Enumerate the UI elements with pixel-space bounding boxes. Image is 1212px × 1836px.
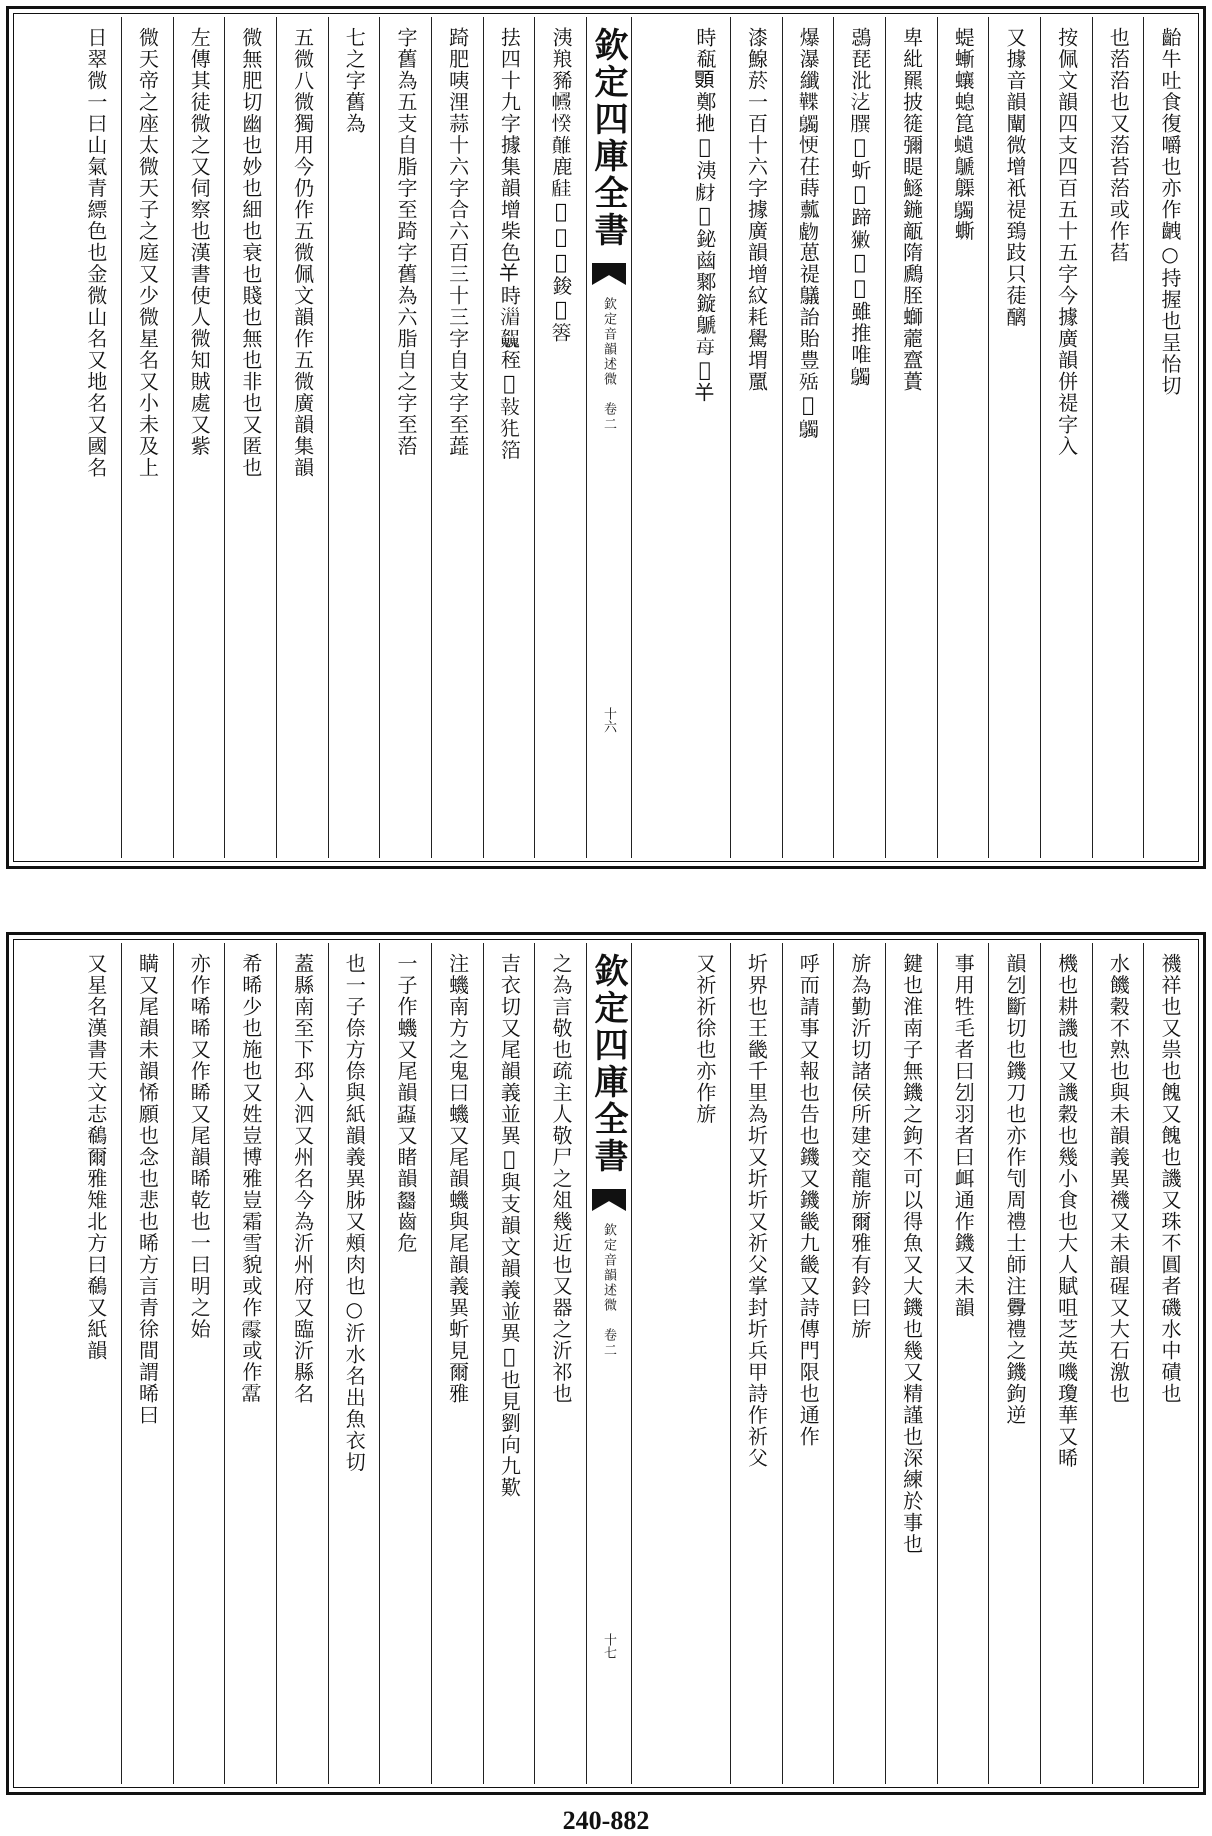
text-column: 一子作蟣又尾韻𧑖又睹韻𪙗齒危 — [379, 943, 431, 1784]
text-column: 微天帝之座太微天子之庭又少微星名又小未及上 — [121, 17, 173, 858]
text-column: 也菭菭也又菭苔菭或作萏 — [1092, 17, 1144, 858]
text-column: 卑紕羆披簁彌睼鱁鍦甋隋鷉胵螄蘎齍蕢 — [885, 17, 937, 858]
text-column: 又祈祈徐也亦作旂 — [692, 953, 717, 1125]
text-column: 抾四十九字據集韻增柴色𢆉時𣽪𩴿秷𦮠𢽞𤜨箔 — [483, 17, 535, 858]
text-column: 日翠微一曰山氣青縹色也金微山名又地名又國名 — [83, 27, 108, 479]
text-column: 又星名漢書天文志鵗爾雅雉北方曰鵗又紙韻 — [83, 953, 108, 1362]
text-column: 蝭螹蠰螅箟𧔥鷈𪆫𪇆蟖 — [937, 17, 989, 858]
text-column: 也一子倷方倷與紙韻義異胏又頰肉也○沂水名出魚衣切 — [328, 943, 380, 1784]
text-column: 水饑穀不熟也與未韻義異禨又未韻䃏又大石激也 — [1092, 943, 1144, 1784]
text-column: 蓋縣南至下邳入泗又州名今為沂州府又臨沂縣名 — [276, 943, 328, 1784]
text-column: 韻刉斷切也鐖刀也亦作刏周禮士師注釁禮之鐖鉤逆 — [988, 943, 1040, 1784]
upper-right-half — [626, 17, 1195, 858]
fishtail-mark — [592, 1189, 626, 1211]
volume-title: 欽定音韻述微 卷二 — [601, 1223, 616, 1358]
text-column: 之為言敬也疏主人敬尸之俎幾近也又器之沂祁也 — [534, 943, 586, 1784]
series-title: 欽定四庫全書 — [588, 27, 628, 249]
text-column: 呼而請事又報也告也鐖又鐖畿九畿又詩傳門限也通作 — [782, 943, 834, 1784]
text-column: 亦作唏晞又作睎又尾韻晞乾也一曰明之始 — [173, 943, 225, 1784]
leaf-number: 十七 — [601, 1633, 616, 1659]
text-column: 按佩文韻四支四百五十五字今據廣韻併禔字入 — [1040, 17, 1092, 858]
text-column: 旂為勤沂切諸侯所建交龍旂爾雅有鈴曰旂 — [833, 943, 885, 1784]
text-column: 注蟣南方之鬼曰蟣又尾韻蟣與尾韻義異蚚見爾雅 — [431, 943, 483, 1784]
text-column: 微無肥切幽也妙也細也衰也賤也無也非也又匿也 — [224, 17, 276, 858]
text-column: 吉衣切又尾韻義並異𩋶與支韻文韻義並異𩋶也見劉向九歎 — [483, 943, 535, 1784]
leaf-number: 十六 — [601, 707, 616, 733]
lower-right-half — [626, 943, 1195, 1784]
text-column: 漆鰁菸一百十六字據廣韻增紋耗䮸㙕𩗏 — [730, 17, 782, 858]
text-column: 又據音韻闡微增衹禔鵄跂只蓗醨 — [988, 17, 1040, 858]
text-column: 希晞少也施也又姓豈博雅豈霜雪貌或作𩅥或作𩅟 — [224, 943, 276, 1784]
fishtail-mark — [592, 263, 626, 285]
volume-title: 欽定音韻述微 卷二 — [601, 297, 616, 432]
lower-center-margin — [586, 943, 632, 1784]
text-column: 𥈞又尾韻未韻悕願也念也悲也晞方言青徐間謂晞曰 — [121, 943, 173, 1784]
upper-page — [6, 6, 1206, 869]
text-column: 圻界也王畿千里為圻又圻圻又祈父掌封圻兵甲詩作祈父 — [730, 943, 782, 1784]
text-column: 時瓻𩓔鄭𢫌𩸱洟𧆯𢏑鉍𦱳鄹鏇鷈𣫭𧠌𢆉 — [692, 27, 717, 405]
text-column: 左傳其徒微之又伺察也漢書使人微知賊處又紫 — [173, 17, 225, 858]
page-footer-number: 240-882 — [562, 1806, 650, 1835]
text-column: 踦肥咦浬蒜十六字合六百三十三字自支字至蕋 — [431, 17, 483, 858]
lower-left-half — [17, 943, 586, 1784]
series-title: 欽定四庫全書 — [588, 953, 628, 1175]
text-column: 鵋琵沘𣲁𦠆𥲲蚚𢷬蹄𤡳𢹿𤛆雖推唯𪇆 — [833, 17, 885, 858]
text-column: 機也耕譏也又譏穀也幾小食也大人賦咀芝英嘰瓊華又晞 — [1040, 943, 1092, 1784]
text-column: 爆瀑纖𧃹𪇆𢙾茌蒔䕯𧇂葸禔鸃詒貽豊𣨡𣃬𪇆 — [782, 17, 834, 858]
upper-center-margin — [586, 17, 632, 858]
text-column: 五微八微獨用今仍作五微佩文韻作五微廣韻集韻 — [276, 17, 328, 858]
text-column: 事用牲毛者曰刉羽者曰衈通作鐖又未韻 — [937, 943, 989, 1784]
text-column: 七之字舊為 — [328, 17, 380, 858]
text-column: 齝牛吐食復嚼也亦作齥○持握也呈怡切 — [1143, 17, 1195, 858]
upper-left-half — [17, 17, 586, 858]
text-column: 禨祥也又祟也餽又餽也譏又珠不圓者磯水中磧也 — [1143, 943, 1195, 1784]
text-column: 字舊為五支自脂字至踦字舊為六脂自之字至菭 — [379, 17, 431, 858]
text-column: 鍵也淮南子無鐖之鉤不可以得魚又大鐖也幾又精謹也深練於事也 — [885, 943, 937, 1784]
lower-page — [6, 932, 1206, 1795]
text-column: 洟羪豨𢅱𢜽𩀴鹿𡐠𡹕𢆆𣘨鋑𣏊𥰫 — [534, 17, 586, 858]
